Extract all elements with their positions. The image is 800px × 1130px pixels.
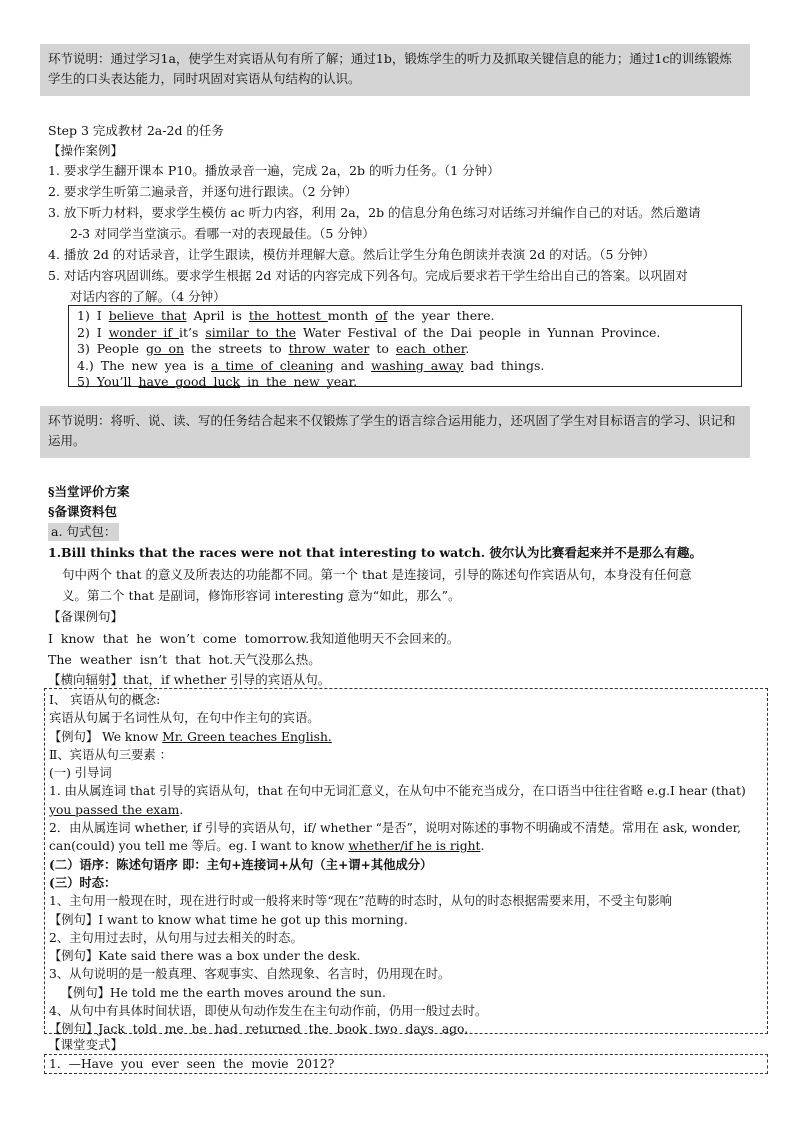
sentence-5: 5) You’ll have good luck in the new year. <box>77 374 358 389</box>
sentence-1: 1) I believe that April is the hottest month of the year there. <box>77 308 495 323</box>
explanation-text: 义。第二个 that 是副词，修饰形容词 interesting 意为“如此，那么”。 <box>62 588 461 603</box>
box-line: Ⅱ、宾语从句三要素 ： <box>49 747 172 762</box>
box-line: 4、从句中有具体时间状语，即使从句动作发生在主句动作前，仍用一般过去时。 <box>49 1004 488 1019</box>
box-line: 【例句】 We know Mr. Green teaches English. <box>49 729 332 744</box>
box-line: 【例句】I want to know what time he got up this morning. <box>49 912 408 927</box>
box-line: 1、主句用一般现在时，现在进行时或一般将来时等“现在”范畴的时态时，从句的时态根据需要来用，不受主句影响 <box>49 894 672 909</box>
example-sentence: 1.Bill thinks that the races were not that interesting to watch. 彼尔认为比赛看起来并不是那么有趣。 <box>48 545 702 560</box>
box-line: 1. 由从属连词 that 引导的宾语从句，that 在句中无词汇意义，在从句中不能充当成分，在口语当中往往省略 e.g.I hear (that) you passed the exam. <box>49 784 746 817</box>
step-item: 对话内容的了解。（4 分钟） <box>70 289 226 304</box>
prep-examples-header: 【备课例句】 <box>48 609 124 624</box>
prep-example: The weather isn’t that hot.天气没那么热。 <box>48 652 321 667</box>
box-line: 【例句】Jack told me he had returned the book two days ago. <box>49 1022 469 1037</box>
explanation-text: 句中两个 that 的意义及所表达的功能都不同。第一个 that 是连接词，引导的陈述句作宾语从句，本身没有任何意 <box>62 567 692 582</box>
step-item: 3. 放下听力材料，要求学生模仿 ac 听力内容，利用 2a，2b 的信息分角色练习对话练习并编作自己的对话。然后邀请 <box>48 205 701 220</box>
sentence-3: 3) People go on the streets to throw water to each other. <box>77 341 470 356</box>
note-text: 环节说明：通过学习1a，使学生对宾语从句有所了解；通过1b，锻炼学生的听力及抓取关键信息的能力；通过1c的训练锻炼学生的口头表达能力，同时巩固对宾语从句结构的认识。 <box>48 51 732 86</box>
sentence-box <box>68 305 742 387</box>
box-line: 3、从句说明的是一般真理、客观事实、自然现象、名言时，仍用现在时。 <box>49 967 451 982</box>
section-title: §当堂评价方案 <box>48 484 130 499</box>
section-title: §备课资料包 <box>48 504 118 519</box>
class-variation-header: 【课堂变式】 <box>48 1037 124 1052</box>
box-line: 【例句】Kate said there was a box under the desk. <box>49 949 361 964</box>
step-title: Step 3 完成教材 2a-2d 的任务 <box>48 123 224 138</box>
box-line: (二）语序：陈述句语序 即：主句+连接词+从句（主+谓+其他成分） <box>49 856 433 872</box>
step-item: 2-3 对同学当堂演示。看哪一对的表现最佳。（5 分钟） <box>70 226 375 241</box>
step-item: 5. 对话内容巩固训练。要求学生根据 2d 对话的内容完成下列各句。完成后要求若干学生给出自己的答案。以巩固对 <box>48 268 688 283</box>
variation-item: 1. —Have you ever seen the movie 2012? <box>49 1057 335 1071</box>
note-box-1 <box>40 44 750 96</box>
box-line: 【例句】He told me the earth moves around the sun. <box>49 985 386 1000</box>
radiation-header: 【横向辐射】that，if whether 引导的宾语从句。 <box>48 672 331 687</box>
grammar-box <box>44 688 768 1037</box>
pattern-pack-label: a. 句式包： <box>48 523 119 541</box>
box-line: 宾语从句属于名词性从句，在句中作主句的宾语。 <box>49 711 320 726</box>
step-item: 4. 播放 2d 的对话录音，让学生跟读，模仿并理解大意。然后让学生分角色朗读并表演 2d 的对话。（5 分钟） <box>48 247 655 262</box>
box-line: (三）时态： <box>49 874 117 890</box>
sentence-2: 2) I wonder if it’s similar to the Water Festival of the Dai people in Yunnan Province. <box>77 324 661 340</box>
box-line: Ⅰ、 宾语从句的概念: <box>49 693 161 707</box>
step-item: 1. 要求学生翻开课本 P10。播放录音一遍，完成 2a，2b 的听力任务。（1 分钟） <box>48 163 500 178</box>
case-header: 【操作案例】 <box>48 143 124 158</box>
note-text: 环节说明：将听、说、读、写的任务结合起来不仅锻炼了学生的语言综合运用能力，还巩固了学生对目标语言的学习、识记和运用。 <box>48 413 736 448</box>
note-box-2 <box>40 406 750 458</box>
box-line: (一) 引导词 <box>49 766 112 781</box>
box-line: 2、主句用过去时，从句用与过去相关的时态。 <box>49 930 303 945</box>
sentence-4: 4.) The new yea is a time of cleaning and washing away bad things. <box>77 357 545 373</box>
prep-example: I know that he won’t come tomorrow.我知道他明天不会回来的。 <box>48 631 460 646</box>
variation-box <box>44 1054 768 1074</box>
step-item: 2. 要求学生听第二遍录音，并逐句进行跟读。（2 分钟） <box>48 184 358 199</box>
box-line: 2．由从属连词 whether, if 引导的宾语从句，if/ whether “是否”，说明对陈述的事物不明确或不清楚。常用在 ask, wonder, can(could) you tell me 等后。eg. I want to know whether/if he is right. <box>49 821 742 854</box>
